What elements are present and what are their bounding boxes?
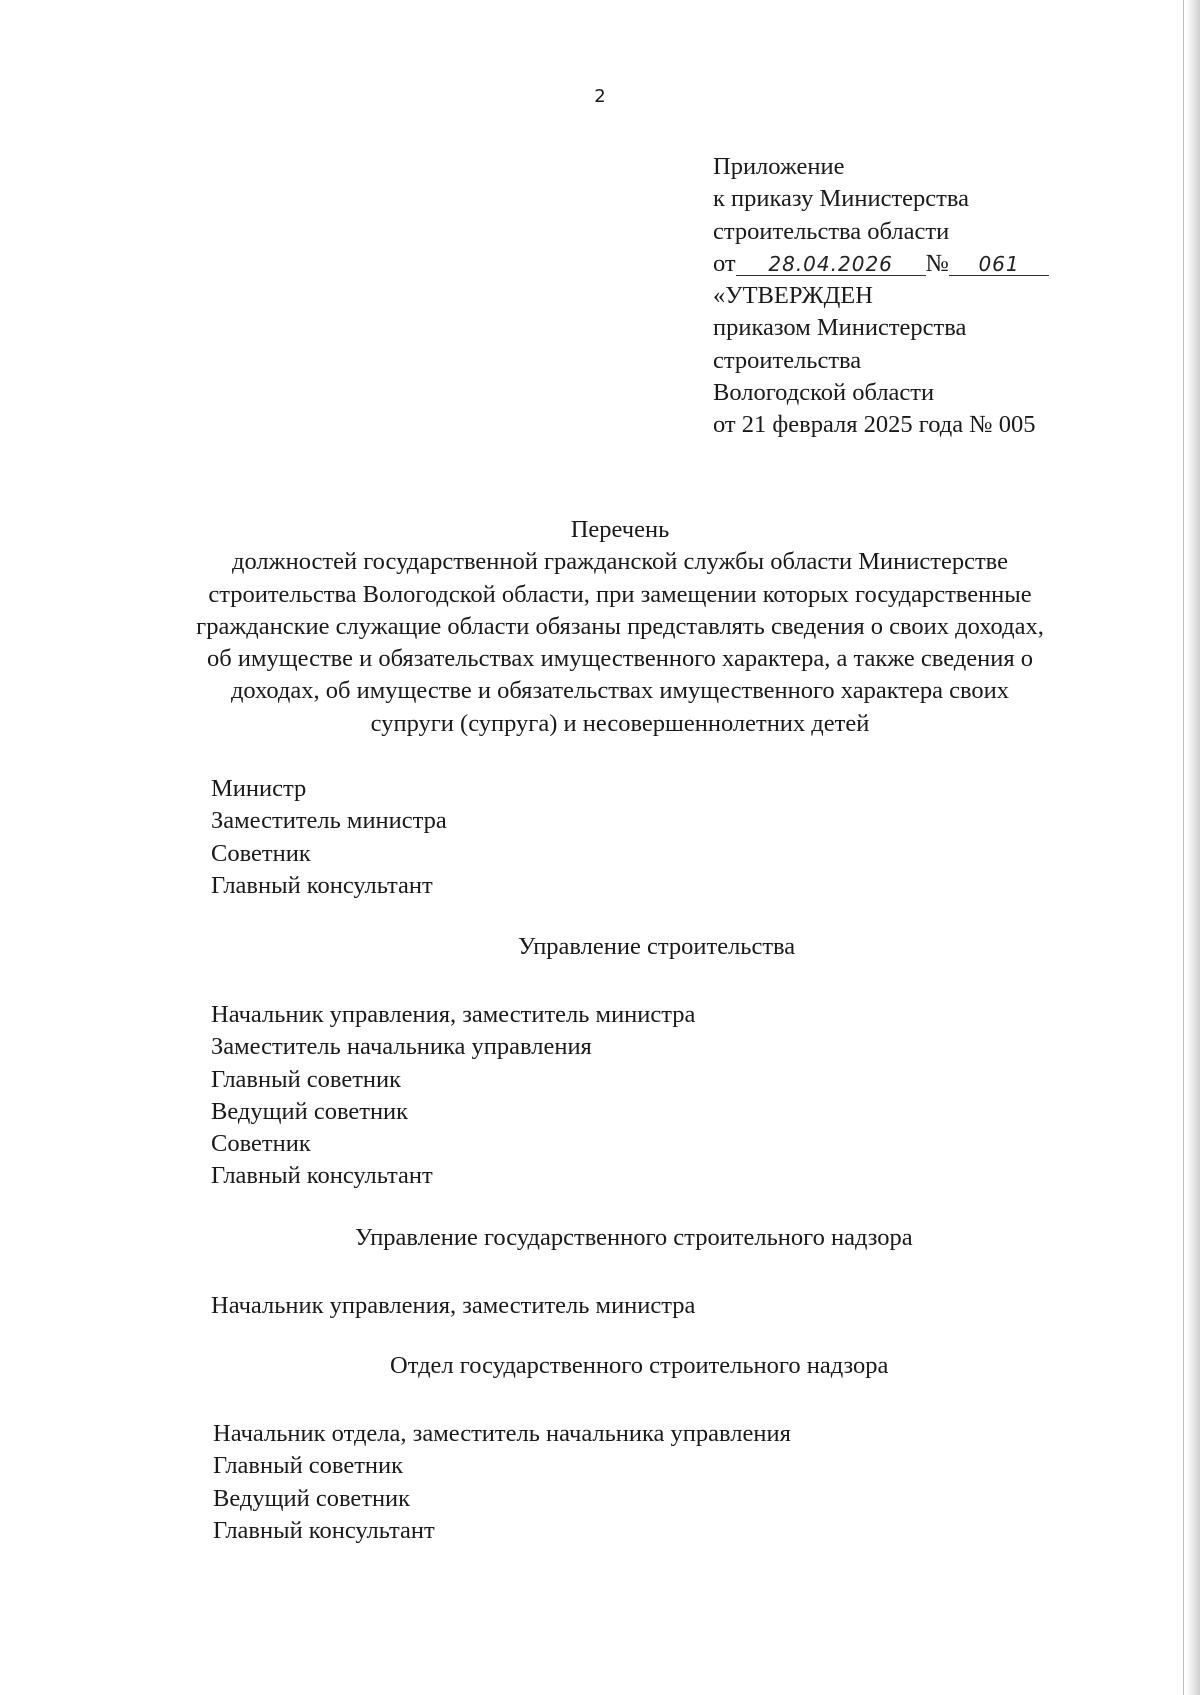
page-edge-shadow	[1186, 0, 1200, 1695]
positions-list-supervision	[211, 1290, 695, 1322]
approved-line: «УТВЕРЖДЕН	[713, 282, 873, 310]
approved-line: приказом Министерства	[713, 314, 967, 342]
title-line: супруги (супруга) и несовершеннолетних детей	[370, 709, 870, 737]
position-item: Заместитель министра	[211, 807, 447, 835]
position-item: Министр	[211, 775, 307, 802]
page-edge-line	[1183, 0, 1184, 1695]
position-item: Советник	[211, 839, 311, 867]
section-heading: Отдел государственного строительного надзора	[390, 1352, 889, 1379]
page-number: 2	[594, 86, 606, 107]
position-item: Ведущий советник	[211, 1097, 409, 1125]
title-line: доходах, об имуществе и обязательствах имущественного характера своих	[230, 677, 1010, 705]
title-line: об имуществе и обязательствах имущественного характера, а также сведения о	[207, 645, 1033, 673]
position-item: Главный консультант	[211, 1162, 433, 1190]
section-heading: Управление строительства	[518, 933, 796, 960]
from-prefix: от	[713, 249, 736, 277]
title-line: гражданские служащие области обязаны представлять сведения о своих доходах,	[196, 612, 1044, 640]
position-item: Ведущий советник	[213, 1484, 411, 1512]
position-item: Главный консультант	[211, 871, 433, 899]
handwritten-date: 28.04.2026	[736, 253, 926, 276]
positions-list-department	[213, 1418, 791, 1547]
position-item: Главный консультант	[213, 1516, 435, 1544]
document-title	[140, 514, 1100, 740]
position-item: Начальник управления, заместитель министра	[211, 1292, 696, 1319]
approved-line: от 21 февраля 2025 года № 005	[713, 411, 1036, 439]
appendix-date-line	[713, 248, 1049, 280]
position-item: Начальник отдела, заместитель начальника управления	[213, 1420, 791, 1447]
position-item: Начальник управления, заместитель министра	[211, 1001, 696, 1028]
approved-line: Вологодской области	[713, 379, 935, 407]
position-item: Заместитель начальника управления	[211, 1033, 592, 1061]
position-item: Главный советник	[213, 1452, 404, 1480]
section-heading: Управление государственного строительного надзора	[355, 1224, 913, 1251]
number-sign: №	[925, 249, 950, 277]
title-line: строительства Вологодской области, при замещении которых государственные	[208, 580, 1032, 608]
appendix-line: к приказу Министерства	[713, 185, 969, 213]
title-line: должностей государственной гражданской службы области Министерстве	[232, 548, 1008, 576]
position-item: Главный советник	[211, 1065, 402, 1093]
approved-line: строительства	[713, 346, 862, 374]
positions-list-construction	[211, 999, 695, 1193]
handwritten-number: 061	[949, 253, 1049, 276]
appendix-line: Приложение	[713, 153, 845, 180]
appendix-line: строительства области	[713, 217, 950, 245]
appendix-block	[713, 151, 1049, 442]
positions-list-main	[211, 773, 447, 902]
title-heading: Перечень	[570, 516, 670, 543]
position-item: Советник	[211, 1130, 311, 1158]
